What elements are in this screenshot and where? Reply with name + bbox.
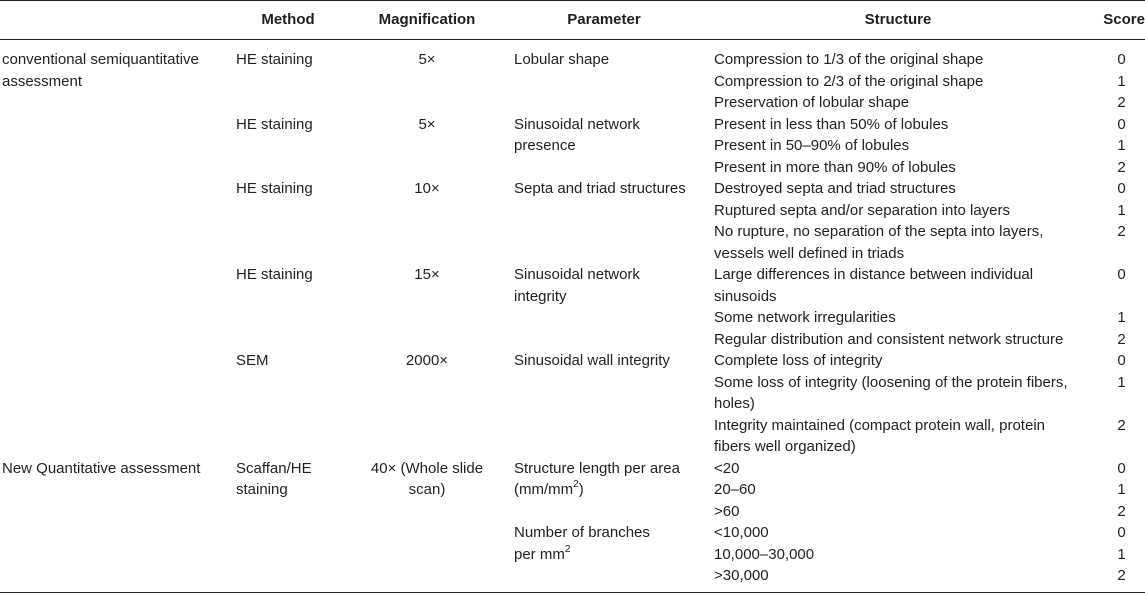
structure-cell: Integrity maintained (compact protein wall, protein (714, 416, 1045, 434)
structure-cell: Large differences in distance between individual (714, 266, 1034, 283)
structure-cell-line2: fibers well organized) (714, 438, 856, 455)
method-cell: Scaffan/HE (236, 459, 312, 477)
structure-cell: Ruptured septa and/or separation into layers (714, 201, 1011, 219)
structure-cell-line2: holes) (714, 395, 755, 412)
method-cell: HE staining (236, 51, 313, 68)
score-cell: 0 (1117, 115, 1126, 133)
structure-cell: Compression to 2/3 of the original shape (714, 72, 984, 90)
group-semiquant-label-2: assessment (2, 72, 83, 90)
score-cell: 2 (1117, 94, 1126, 111)
header-structure: Structure (864, 11, 932, 28)
structure-cell: Some network irregularities (714, 309, 896, 326)
structure-cell: Preservation of lobular shape (714, 94, 910, 111)
method-cell: HE staining (236, 266, 313, 283)
structure-cell: Regular distribution and consistent network structure (714, 330, 1064, 348)
magnification-cell: 10× (414, 180, 440, 197)
score-cell: 1 (1117, 201, 1126, 219)
magnification-cell: 15× (414, 266, 440, 283)
parameter-cell-line2: presence (514, 137, 576, 154)
score-cell: 2 (1117, 502, 1126, 520)
structure-cell: Destroyed septa and triad structures (714, 180, 956, 197)
score-cell: 2 (1117, 158, 1126, 176)
unit-superscript: 2 (564, 543, 571, 555)
structure-cell: Compression to 1/3 of the original shape (714, 51, 984, 68)
score-cell: 0 (1117, 524, 1126, 541)
parameter-cell-line2 (514, 479, 584, 501)
structure-cell-line2: vessels well defined in triads (714, 244, 905, 262)
header-method: Method (261, 11, 315, 28)
structure-cell: Present in 50–90% of lobules (714, 137, 910, 154)
unit-text: (mm/mm (514, 481, 574, 498)
structure-cell: Complete loss of integrity (714, 352, 883, 369)
method-cell-line2: staining (236, 481, 288, 498)
score-cell: 2 (1117, 330, 1126, 348)
method-cell: HE staining (236, 180, 313, 197)
group-semiquant-label: conventional semiquantitative (2, 51, 199, 68)
unit-close: ) (578, 481, 584, 498)
structure-cell-line2: sinusoids (714, 287, 777, 305)
structure-cell: 20–60 (714, 481, 756, 498)
structure-cell: <20 (714, 459, 740, 477)
unit-superscript: 2 (573, 479, 579, 490)
header-score: Score (1103, 11, 1145, 28)
structure-cell: 10,000–30,000 (714, 545, 815, 563)
group-quant-label: New Quantitative assessment (2, 459, 201, 477)
magnification-cell: 5× (418, 115, 436, 133)
score-cell: 0 (1117, 180, 1126, 197)
method-cell: HE staining (236, 115, 313, 133)
score-cell: 0 (1117, 266, 1126, 283)
score-cell: 2 (1117, 416, 1126, 434)
score-cell: 1 (1117, 309, 1126, 326)
structure-cell: Some loss of integrity (loosening of the protein fibers, (714, 373, 1068, 391)
header-rule (0, 39, 1145, 40)
structure-cell: >60 (714, 502, 740, 520)
parameter-cell-line2 (514, 544, 570, 566)
unit-text: per mm (514, 545, 565, 563)
score-cell: 1 (1117, 137, 1126, 154)
header-magnification: Magnification (378, 11, 476, 28)
magnification-cell-line2: scan) (408, 481, 446, 498)
score-cell: 1 (1117, 545, 1126, 563)
method-cell: SEM (236, 352, 269, 369)
structure-cell: <10,000 (714, 524, 769, 541)
magnification-cell: 5× (418, 51, 436, 68)
header-parameter: Parameter (567, 11, 641, 28)
structure-cell: No rupture, no separation of the septa into layers, (714, 223, 1044, 240)
parameter-cell: Sinusoidal network (514, 115, 640, 133)
score-cell: 1 (1117, 373, 1126, 391)
score-cell: 0 (1117, 51, 1126, 68)
parameter-cell: Lobular shape (514, 51, 610, 68)
parameter-cell-line2: integrity (514, 287, 567, 305)
magnification-cell: 2000× (405, 352, 449, 369)
score-cell: 0 (1117, 459, 1126, 477)
score-cell: 2 (1117, 567, 1126, 584)
parameter-cell: Number of branches (514, 524, 650, 541)
structure-cell: Present in more than 90% of lobules (714, 158, 956, 176)
structure-cell: >30,000 (714, 567, 769, 584)
parameter-cell: Sinusoidal wall integrity (514, 352, 670, 369)
score-cell: 2 (1117, 223, 1126, 240)
magnification-cell: 40× (Whole slide (370, 459, 484, 477)
structure-cell: Present in less than 50% of lobules (714, 115, 949, 133)
bottom-rule (0, 592, 1145, 593)
score-cell: 1 (1117, 481, 1126, 498)
score-cell: 1 (1117, 72, 1126, 90)
score-cell: 0 (1117, 352, 1126, 369)
parameter-cell: Septa and triad structures (514, 180, 686, 197)
parameter-cell: Structure length per area (514, 459, 680, 477)
parameter-cell: Sinusoidal network (514, 266, 640, 283)
